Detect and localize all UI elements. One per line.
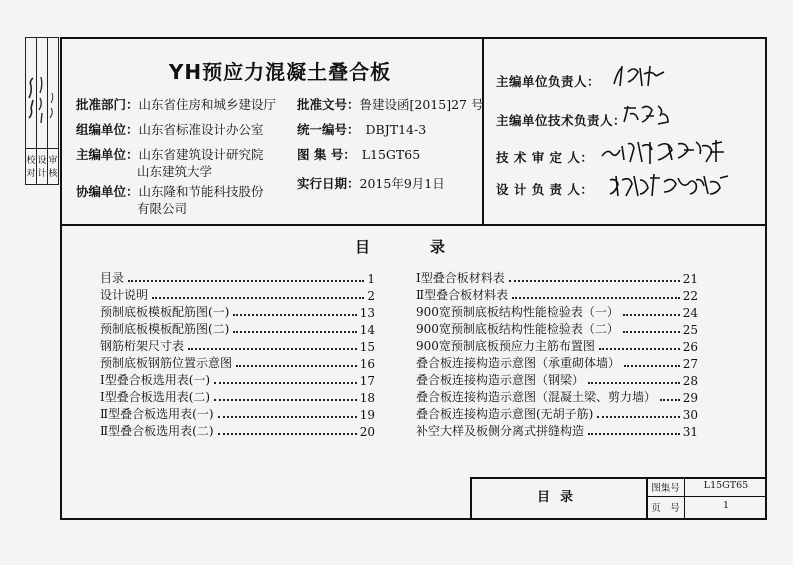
toc-entry[interactable] [416,303,698,320]
toc-leader-dots [597,416,679,418]
toc-entry[interactable] [416,422,698,439]
effective-date: 实行日期：2015年9月1日 [297,176,445,191]
toc-entry-page: 19 [359,408,375,422]
toc-leader-dots [218,433,357,435]
unified-no: 统一编号： DBJT14-3 [297,122,427,137]
toc-leader-dots [509,280,680,282]
chief-unit: 主编单位：山东省建筑设计研究院 [76,147,264,162]
atlas-no: 图 集 号： L15GT65 [297,147,421,162]
toc-entry-title: 900宽预制底板结构性能检验表（二） [416,322,619,336]
toc-entry[interactable] [100,337,375,354]
toc-entry-title: 叠合板连接构造示意图（钢梁） [416,373,585,387]
approve-dept: 批准部门：山东省住房和城乡建设厅 [76,97,277,112]
strip-label: 校 [26,156,36,166]
toc-entry-page: 31 [682,425,698,439]
toc-entry-title: 预制底板模板配筋图(一) [100,305,230,319]
toc-entry-title: 900宽预制底板预应力主筋布置图 [416,339,595,353]
toc-entry-title: Ⅱ型叠合板材料表 [416,288,509,302]
strip-label: 设 [37,156,47,166]
coop-unit-2: 有限公司 [137,201,188,216]
chief-unit-tech-head-label: 主编单位技术负责人： [496,113,627,128]
toc-leader-dots [128,280,364,282]
toc-entry-page: 26 [682,340,698,354]
toc-entry[interactable] [416,371,698,388]
toc-entry-title: 900宽预制底板结构性能检验表（一） [416,305,619,319]
strip-label: 对 [26,169,36,179]
footer-page-value: 1 [722,500,730,511]
strip-label: 核 [48,169,58,179]
strip-label: 计 [37,169,47,179]
design-head-label: 设 计 负 责 人： [496,182,594,197]
toc-leader-dots [214,399,357,401]
toc-leader-dots [218,416,357,418]
toc-entry[interactable] [100,354,375,371]
chief-unit-head-label: 主编单位负责人： [496,74,601,89]
toc-entry-title: 叠合板连接构造示意图（承重砌体墙） [416,356,621,370]
toc-leader-dots [588,382,680,384]
toc-entry-title: 叠合板连接构造示意图(无胡子筋) [416,407,594,421]
strip-label: 审 [48,156,58,166]
toc-entry[interactable] [100,388,375,405]
toc-leader-dots [588,433,680,435]
toc-leader-dots [512,297,680,299]
toc-entry-page: 20 [359,425,375,439]
toc-entry[interactable] [416,388,698,405]
toc-entry-title: 目录 [100,271,125,285]
chief-unit-2: 山东建筑大学 [137,164,213,179]
toc-leader-dots [152,297,364,299]
toc-leader-dots [624,365,680,367]
toc-entry[interactable] [416,337,698,354]
toc-entry-page: 14 [359,323,375,337]
toc-entry[interactable] [100,269,375,286]
toc-entry-title: Ⅰ型叠合板选用表(二) [100,390,211,404]
toc-heading: 目录 [354,238,505,256]
toc-entry[interactable] [416,286,698,303]
toc-entry[interactable] [100,320,375,337]
toc-entry-page: 2 [367,289,375,303]
compile-unit: 组编单位：山东省标准设计办公室 [76,122,264,137]
toc-entry-page: 24 [682,306,698,320]
toc-leader-dots [233,331,356,333]
toc-entry-title: Ⅱ型叠合板选用表(一) [100,407,214,421]
tech-reviewer-label: 技 术 审 定 人： [496,150,594,165]
toc-entry-title: Ⅰ型叠合板选用表(一) [100,373,211,387]
toc-entry[interactable] [100,286,375,303]
toc-entry-page: 18 [359,391,375,405]
signature-chief-head-icon [610,62,670,90]
approve-doc: 批准文号：鲁建设函[2015]27 号 [297,97,484,112]
toc-leader-dots [233,314,356,316]
toc-entry-title: 预制底板模板配筋图(二) [100,322,230,336]
toc-entry-title: Ⅱ型叠合板选用表(二) [100,424,214,438]
toc-entry-page: 16 [359,357,375,371]
toc-entry-title: Ⅰ型叠合板材料表 [416,271,505,285]
toc-entry-page: 13 [359,306,375,320]
coop-unit: 协编单位：山东隆和节能科技股份 [76,184,264,199]
footer-page-label: 页 号 [651,503,680,514]
toc-entry-title: 预制底板钢筋位置示意图 [100,356,233,370]
toc-entry-title: 补空大样及板侧分离式拼缝构造 [416,424,585,438]
toc-entry-page: 29 [682,391,698,405]
toc-entry-page: 17 [359,374,375,388]
toc-leader-dots [660,399,680,401]
footer-atlas-no-label: 图集号 [651,483,680,494]
toc-leader-dots [599,348,680,350]
toc-entry[interactable] [100,405,375,422]
toc-entry[interactable] [416,269,698,286]
toc-entry-title: 设计说明 [100,288,149,302]
toc-entry[interactable] [416,354,698,371]
toc-entry-page: 21 [682,272,698,286]
toc-left-list [100,269,375,439]
toc-entry-title: 钢筋桁架尺寸表 [100,339,185,353]
toc-entry-page: 25 [682,323,698,337]
toc-entry-title: 叠合板连接构造示意图（混凝土梁、剪力墙） [416,390,657,404]
toc-leader-dots [188,348,357,350]
toc-entry-page: 27 [682,357,698,371]
atlas-title: YH预应力混凝土叠合板 [168,60,392,84]
toc-leader-dots [236,365,357,367]
footer-atlas-no-value: L15GT65 [703,480,749,491]
toc-entry-page: 1 [367,272,375,286]
toc-entry[interactable] [100,303,375,320]
toc-entry[interactable] [416,405,698,422]
review-signature-strip [25,37,59,185]
toc-leader-dots [623,314,680,316]
toc-entry[interactable] [100,371,375,388]
signature-reviewer-icon [598,136,733,170]
toc-entry[interactable] [100,422,375,439]
footer-title: 目录 [536,490,583,505]
toc-entry[interactable] [416,320,698,337]
signature-design-head-icon [606,170,736,202]
signature-tech-head-icon [620,100,680,128]
toc-entry-page: 30 [682,408,698,422]
toc-leader-dots [214,382,357,384]
toc-entry-page: 28 [682,374,698,388]
toc-entry-page: 22 [682,289,698,303]
toc-entry-page: 15 [359,340,375,354]
toc-right-list [416,269,698,439]
strip-signature-icon [26,38,60,148]
toc-leader-dots [623,331,680,333]
